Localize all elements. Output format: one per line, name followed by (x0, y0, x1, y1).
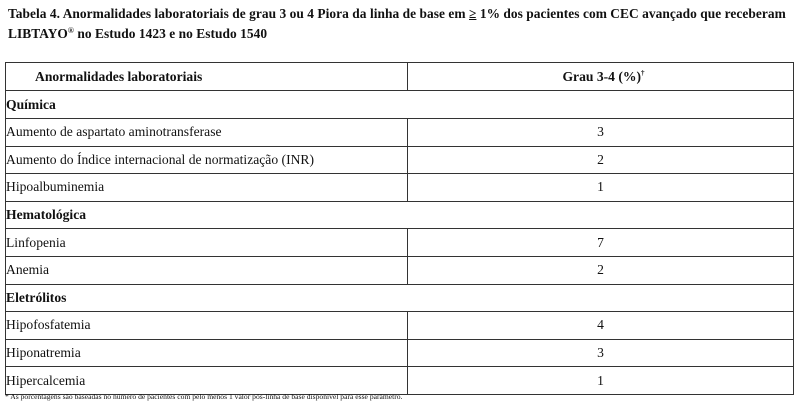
row-value: 1 (408, 367, 794, 395)
header-lab-abnormalities: Anormalidades laboratoriais (6, 63, 408, 91)
table-row (6, 174, 794, 202)
caption-registered-mark: ® (67, 26, 74, 35)
caption-text-2: 1% dos pacientes com CEC avançado que receberam LIBTAYO (8, 6, 786, 41)
row-label: Anemia (6, 256, 408, 284)
row-label: Aumento de aspartato aminotransferase (6, 118, 408, 146)
caption-text-3: no Estudo 1423 e no Estudo 1540 (73, 26, 268, 41)
row-label: Hiponatremia (6, 339, 408, 367)
table-header-row (6, 63, 794, 91)
table-row (6, 367, 794, 395)
row-label: Hipoalbuminemia (6, 174, 408, 202)
table-row (6, 146, 794, 174)
row-value: 2 (408, 146, 794, 174)
category-hematologic: Hematológica (6, 201, 794, 229)
row-label: Aumento do Índice internacional de normatização (INR) (6, 146, 408, 174)
header-grade-3-4 (408, 63, 794, 91)
row-label: Hipercalcemia (6, 367, 408, 395)
table-row (6, 256, 794, 284)
table-footnote: * As porcentagens são baseadas no número de pacientes com pelo menos 1 valor pós-linha de base disponível para esse parâmetro. (5, 392, 403, 401)
header-dagger-mark: † (641, 68, 645, 77)
caption-text-1: Tabela 4. Anormalidades laboratoriais de grau 3 ou 4 Piora da linha de base em (8, 6, 470, 21)
caption-ge-symbol: ≥ (469, 6, 477, 21)
lab-abnormalities-table (5, 62, 794, 395)
row-value: 3 (408, 118, 794, 146)
table-row (6, 118, 794, 146)
category-row (6, 201, 794, 229)
table-caption (8, 4, 794, 44)
table-row (6, 312, 794, 340)
row-label: Hipofosfatemia (6, 312, 408, 340)
category-electrolytes: Eletrólitos (6, 284, 794, 312)
row-label: Linfopenia (6, 229, 408, 257)
category-row (6, 284, 794, 312)
row-value: 2 (408, 256, 794, 284)
row-value: 3 (408, 339, 794, 367)
category-chemistry: Química (6, 91, 794, 119)
row-value: 1 (408, 174, 794, 202)
category-row (6, 91, 794, 119)
table-row (6, 229, 794, 257)
row-value: 4 (408, 312, 794, 340)
header-grade-label: Grau 3-4 (%) (562, 68, 642, 84)
table-row (6, 339, 794, 367)
row-value: 7 (408, 229, 794, 257)
